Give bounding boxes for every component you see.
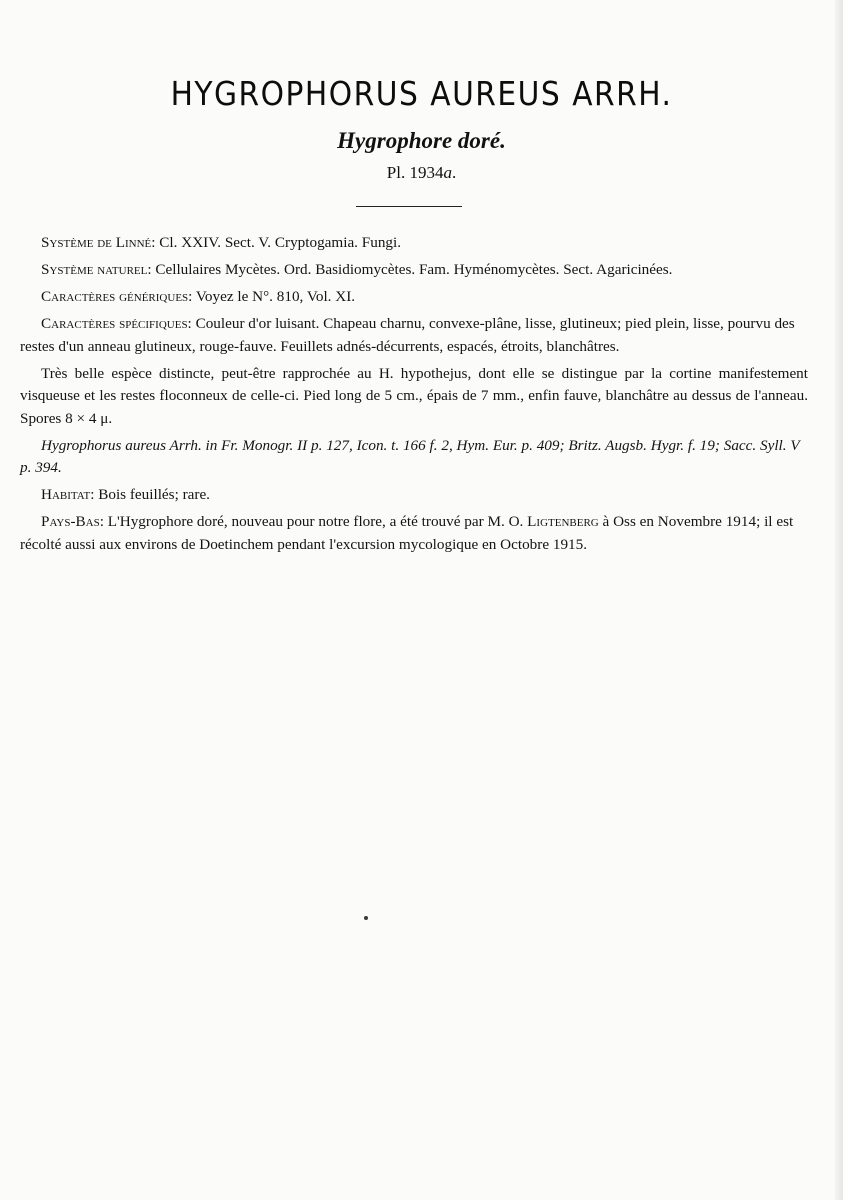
paragraph-species-description [20, 363, 808, 431]
section-text-paysbas-after: à Oss en Novembre 1914; il est récolté aussi aux environs de Doetinchem pendant l'excursion mycologique en Octobre 1915. [20, 513, 794, 553]
paragraph-netherlands [20, 511, 808, 556]
paragraph-literature-references [20, 435, 808, 480]
section-text-naturel: Cellulaires Mycètes. Ord. Basidiomycètes. Fam. Hyménomycètes. Sect. Agaricinées. [151, 260, 673, 278]
section-text-description: Très belle espèce distincte, peut-être rapprochée au H. hypothejus, dont elle se distingue par la cortine manifestement visqueuse et les restes floconneux de celle-ci. Pied long de 5 cm., épais de 7 mm., enfin fauve, blanchâtre au dessus de l'anneau. Spores 8 × 4 μ. [20, 364, 808, 427]
scan-speck [364, 916, 368, 920]
paragraph-linne-system [20, 232, 808, 255]
section-label-linne: Système de Linné: [41, 234, 156, 251]
section-text-habitat: Bois feuillés; rare. [94, 486, 210, 504]
section-text-paysbas-before: L'Hygrophore doré, nouveau pour notre flore, a été trouvé par M. O. [103, 513, 528, 531]
section-text-specifiques: Couleur d'or luisant. Chapeau charnu, convexe-plâne, lisse, glutineux; pied plein, lisse, pourvu des restes d'un anneau glutineux, rouge-fauve. Feuillets adnés-décurrents, espacés, étroits, blanchâtres. [20, 314, 795, 355]
section-text-references: Hygrophorus aureus Arrh. in Fr. Monogr. II p. 127, Icon. t. 166 f. 2, Hym. Eur. p. 409; Britz. Augsb. Hygr. f. 19; Sacc. Syll. V p. 394. [20, 436, 800, 477]
paragraph-natural-system [20, 259, 808, 282]
plate-number-suffix: a [443, 163, 452, 182]
section-label-specifiques: Caractères spécifiques: [41, 314, 192, 332]
species-common-name: Hygrophore doré. [337, 128, 506, 153]
plate-number-prefix: Pl. 1934 [386, 163, 444, 182]
plate-number [0, 162, 843, 184]
section-label-paysbas: Pays-Bas: [41, 513, 104, 531]
collector-name: Ligtenberg [527, 513, 599, 531]
section-label-generiques: Caractères génériques: [41, 287, 193, 305]
species-title: HYGROPHORUS AUREUS ARRH. [170, 74, 673, 113]
section-text-linne: Cl. XXIV. Sect. V. Cryptogamia. Fungi. [155, 234, 402, 251]
paragraph-generic-characters [20, 286, 808, 309]
description-body [20, 232, 808, 561]
paragraph-specific-characters [20, 313, 808, 358]
section-label-habitat: Habitat: [41, 486, 95, 504]
section-text-generiques: Voyez le N°. 810, Vol. XI. [192, 287, 356, 305]
section-label-naturel: Système naturel: [41, 260, 152, 278]
title-divider [356, 206, 462, 207]
paragraph-habitat [20, 484, 808, 507]
plate-number-end: . [451, 163, 457, 182]
